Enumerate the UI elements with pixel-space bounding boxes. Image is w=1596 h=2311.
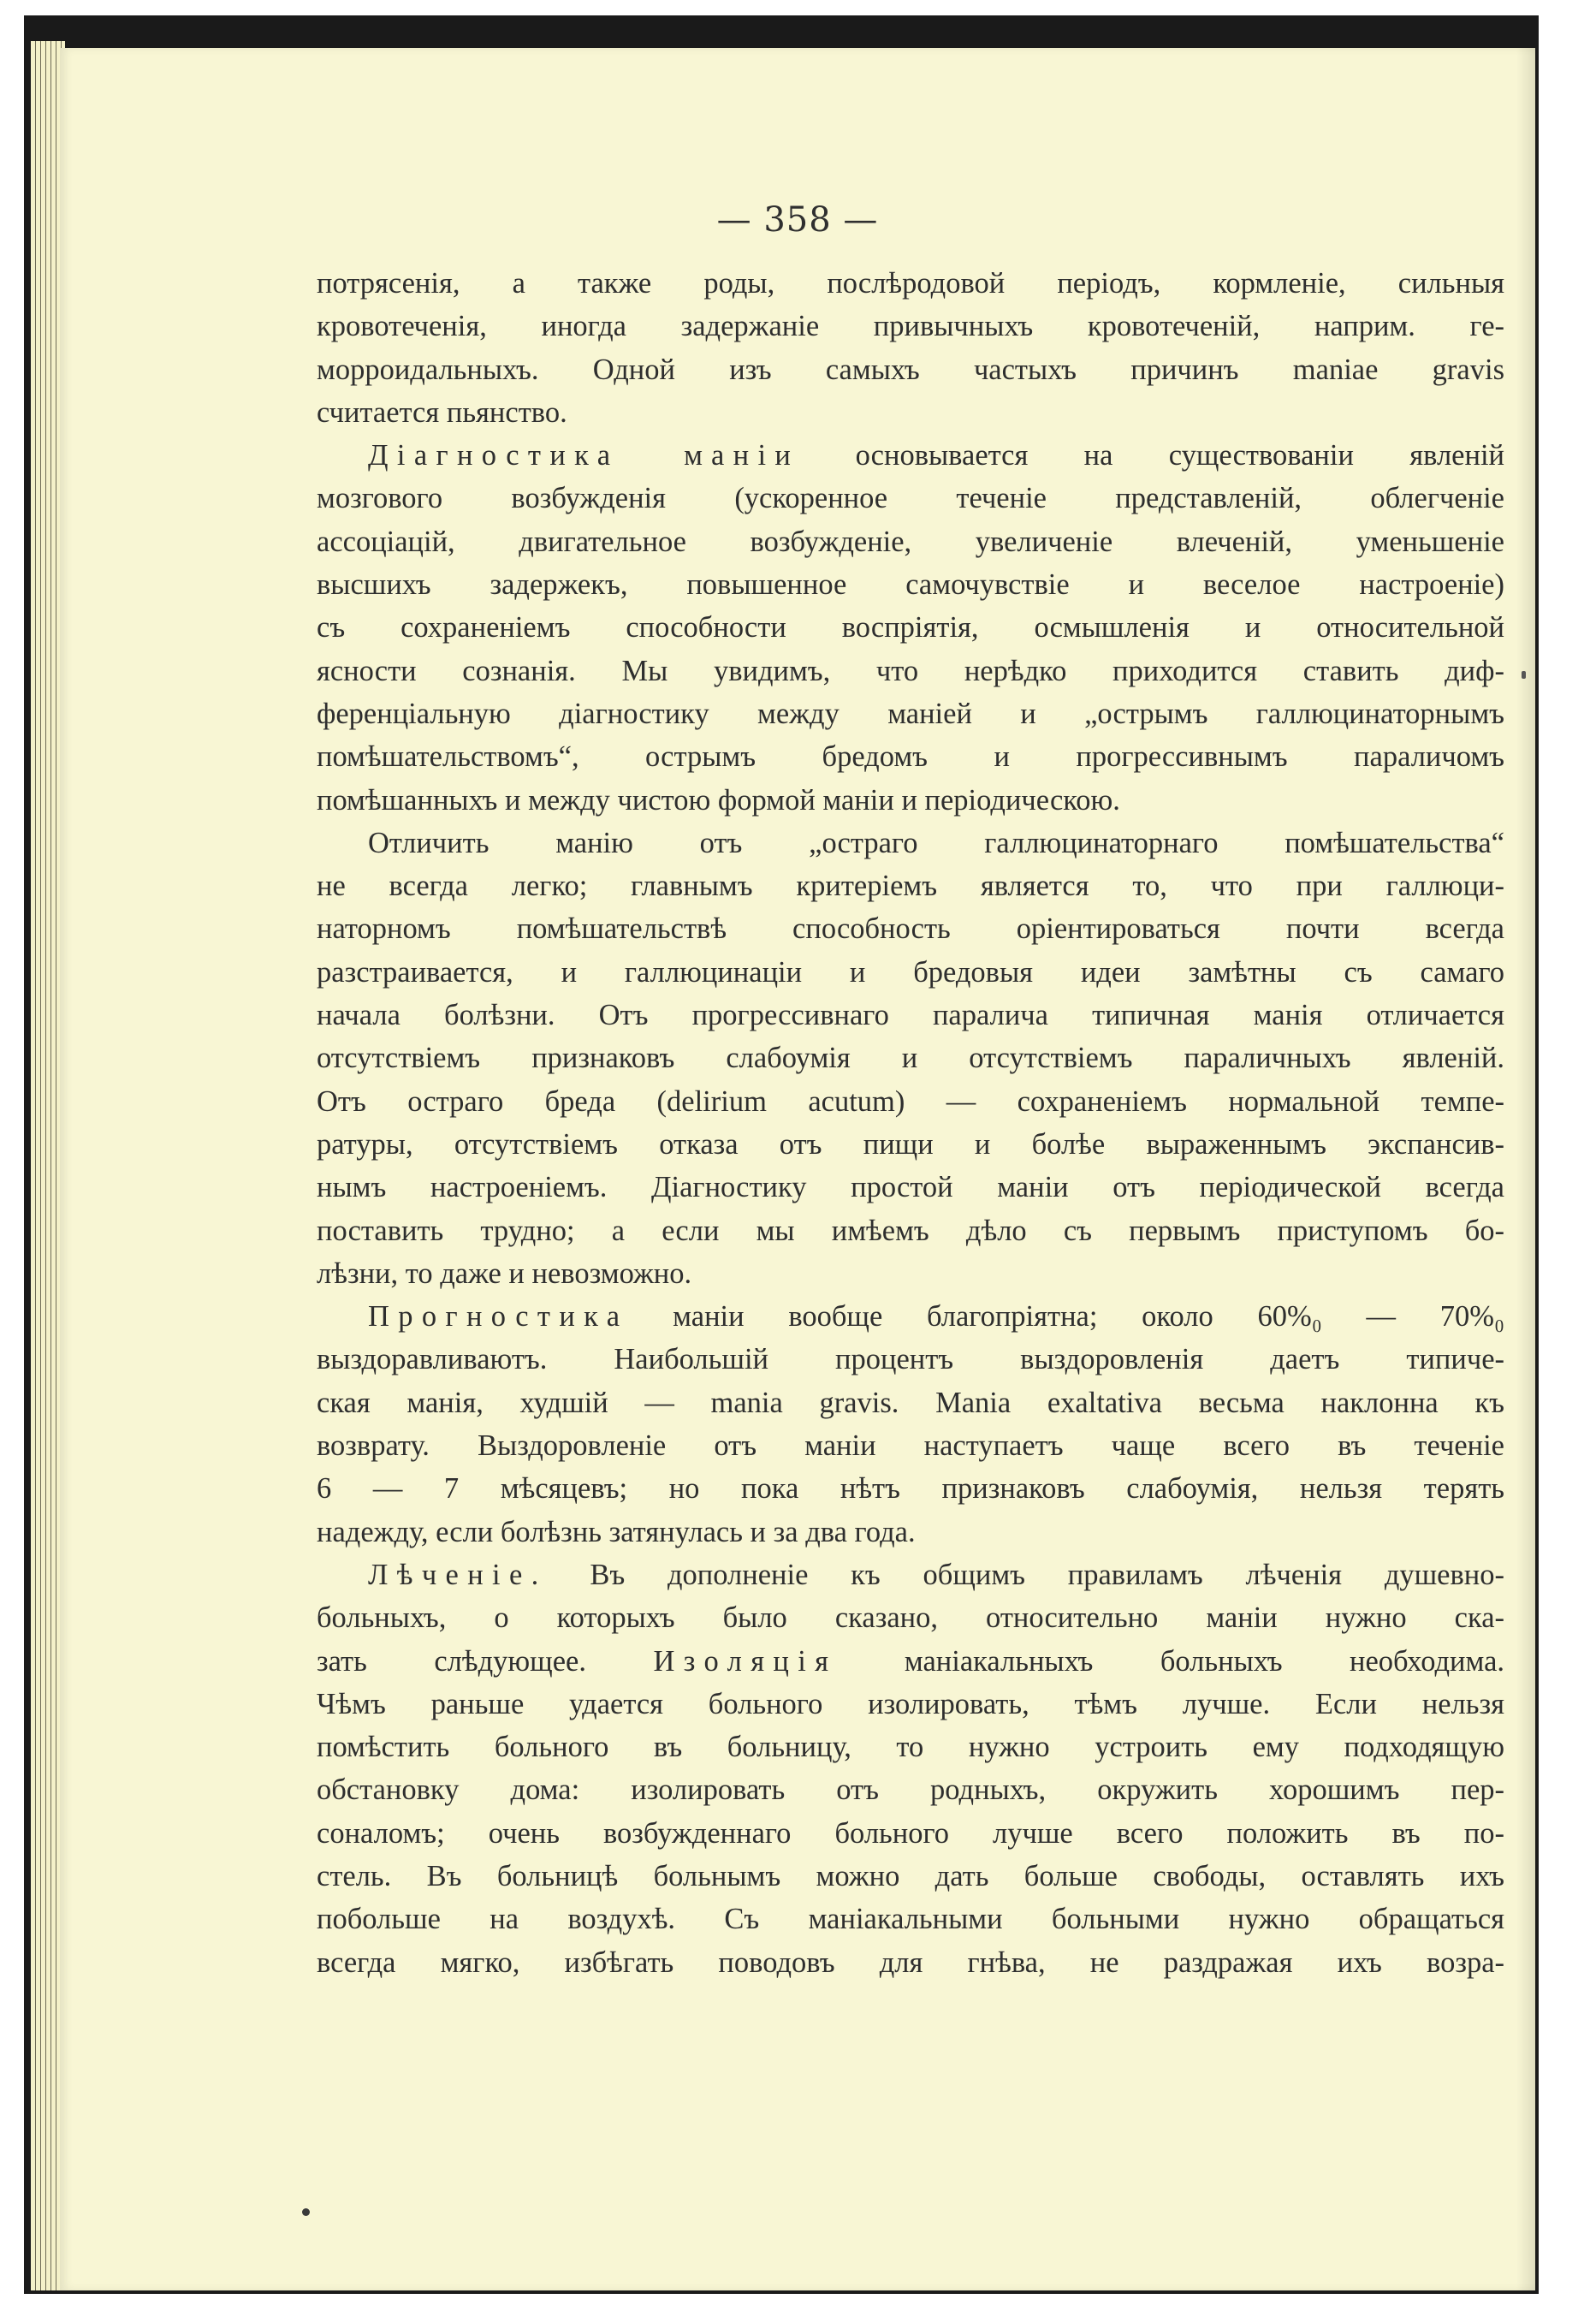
spaced-term: Изоляція	[653, 1644, 838, 1678]
text-line: помѣшательствомъ“, острымъ бредомъ и прогрессивнымъ параличомъ	[317, 740, 1504, 774]
text-line: помѣстить больного въ больницу, то нужно устроить ему подходящую	[317, 1731, 1504, 1764]
text-line: считается пьянство.	[317, 395, 567, 429]
text-line: ратуры, отсутствіемъ отказа отъ пищи и болѣе выраженнымъ экспансив-	[317, 1127, 1504, 1161]
text-line: поставить трудно; а если мы имѣемъ дѣло съ первымъ приступомъ бо-	[317, 1214, 1504, 1247]
text-line: стель. Въ больницѣ больнымъ можно дать больше свободы, оставлять ихъ	[317, 1859, 1504, 1892]
text-line: 6 — 7 мѣсяцевъ; но пока нѣтъ признаковъ слабоумія, нельзя терять	[317, 1472, 1504, 1506]
text-line: отсутствіемъ признаковъ слабоумія и отсутствіемъ параличныхъ явленій.	[317, 1042, 1504, 1075]
text-line	[317, 1295, 1504, 1338]
text-fragment: маніакальныхъ больныхъ необходима.	[904, 1644, 1505, 1678]
text-line: возврату. Выздоровленіе отъ маніи наступаетъ чаще всего въ теченіе	[317, 1429, 1504, 1463]
text-line	[317, 1554, 1504, 1596]
text-line	[317, 1640, 1504, 1683]
text-line: Отъ остраго бреда (delirium acutum) — сохраненіемъ нормальной темпе-	[317, 1084, 1504, 1118]
text-line: обстановку дома: изолировать отъ родныхъ, окружить хорошимъ пер-	[317, 1773, 1504, 1807]
spaced-term: Лѣченіе.	[368, 1558, 548, 1591]
text-line: побольше на воздухѣ. Съ маніакальными больными нужно обращаться	[317, 1903, 1504, 1936]
text-line: потрясенія, а также роды, послѣродовой періодъ, кормленіе, сильныя	[317, 267, 1504, 300]
text-line: выздоравливаютъ. Наибольшій процентъ выздоровленія даетъ типиче-	[317, 1343, 1504, 1376]
text-line: всегда мягко, избѣгать поводовъ для гнѣва, не раздражая ихъ возра-	[317, 1946, 1504, 1979]
text-line: надежду, если болѣзнь затянулась и за два года.	[317, 1515, 916, 1548]
spaced-term: Діагностика маніи	[368, 439, 800, 472]
body-text	[317, 262, 1504, 1984]
text-line: Отличить манію отъ „остраго галлюцинаторнаго помѣшательства“	[368, 826, 1504, 859]
text-line: нымъ настроеніемъ. Діагностику простой маніи отъ періодической всегда	[317, 1171, 1504, 1204]
text-line: помѣшанныхъ и между чистою формой маніи и періодическою.	[317, 783, 1120, 817]
text-line: мозгового возбужденія (ускоренное теченіе представленій, облегченіе	[317, 482, 1504, 515]
text-fragment: основывается на существованіи явленій	[855, 439, 1504, 472]
text-line: Чѣмъ раньше удается больного изолировать, тѣмъ лучше. Если нельзя	[317, 1687, 1504, 1720]
text-line: лѣзни, то даже и невозможно.	[317, 1256, 692, 1290]
page-gutter-shadow	[1516, 48, 1535, 2290]
book-page	[60, 48, 1535, 2290]
text-line: больныхъ, о которыхъ было сказано, относительно маніи нужно ска-	[317, 1601, 1504, 1635]
text-line: кровотеченія, иногда задержаніе привычныхъ кровотеченій, наприм. ге-	[317, 310, 1504, 343]
text-fragment: Въ дополненіе къ общимъ правиламъ лѣченія душевно-	[590, 1558, 1504, 1591]
text-line	[317, 434, 1504, 477]
text-line: высшихъ задержекъ, повышенное самочувствіе и веселое настроеніе)	[317, 568, 1504, 602]
text-line: соналомъ; очень возбужденнаго больного лучше всего положить въ по-	[317, 1816, 1504, 1850]
margin-speck	[1522, 671, 1526, 679]
page-number: — 358 —	[716, 200, 879, 240]
text-line: наторномъ помѣшательствѣ способность оріентироваться почти всегда	[317, 912, 1504, 946]
text-line: разстраивается, и галлюцинаціи и бредовыя идеи замѣтны съ самаго	[317, 955, 1504, 989]
text-line: ференціальную діагностику между маніей и „острымъ галлюцинаторнымъ	[317, 697, 1504, 730]
text-line: не всегда легко; главнымъ критеріемъ является то, что при галлюци-	[317, 870, 1504, 903]
text-line: съ сохраненіемъ способности воспріятія, осмышленія и относительной	[317, 611, 1504, 645]
spaced-term: Прогностика	[368, 1300, 629, 1334]
text-line: начала болѣзни. Отъ прогрессивнаго паралича типичная манія отличается	[317, 999, 1504, 1032]
text-line: морроидальныхъ. Одной изъ самыхъ частыхъ причинъ maniae gravis	[317, 353, 1504, 386]
text-fragment: зать слѣдующее.	[317, 1644, 586, 1678]
text-line: ассоціацій, двигательное возбужденіе, увеличеніе влеченій, уменьшеніе	[317, 525, 1504, 558]
text-fragment: маніи вообще благопріятна; около 60%₀ — 70%₀	[673, 1300, 1504, 1334]
ink-dot	[302, 2208, 310, 2216]
text-line: ясности сознанія. Мы увидимъ, что нерѣдко приходится ставить диф-	[317, 654, 1504, 687]
text-line: ская манія, худшій — mania gravis. Mania exaltativa весьма наклонна къ	[317, 1386, 1504, 1419]
